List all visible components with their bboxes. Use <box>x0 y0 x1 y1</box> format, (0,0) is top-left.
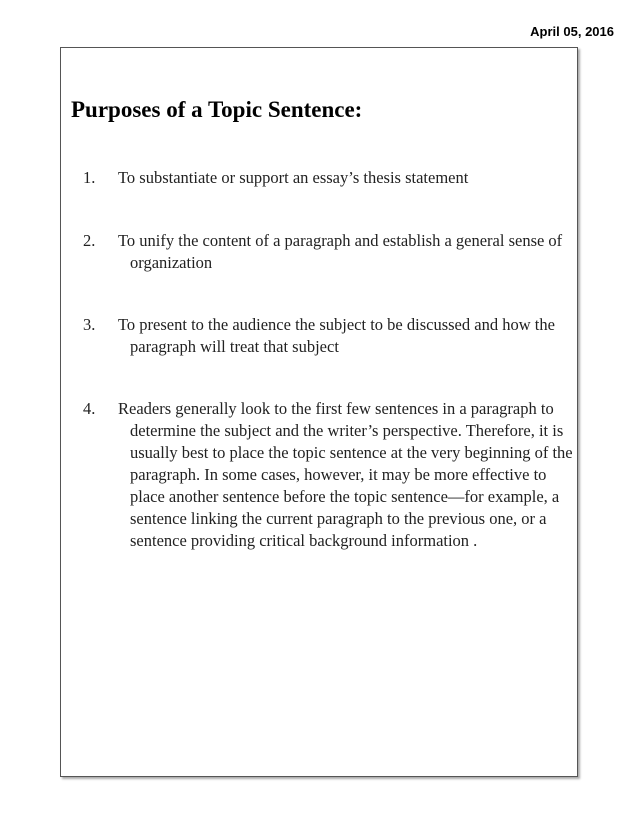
list-item-number: 4. <box>83 399 96 418</box>
list-item-text: To substantiate or support an essay’s thesis statement <box>118 168 469 187</box>
list-item-text: Readers generally look to the first few sentences in a paragraph to determine the subject and the writer’s perspective. Therefore, it is usually best to place the topic sentence at the very beginning of the paragraph. In some cases, however, it may be more effective to place another sentence before the topic sentence—for example, a sentence linking the current paragraph to the previous one, or a sentence providing critical background information . <box>118 399 573 550</box>
list-item <box>83 230 573 274</box>
list-item <box>83 167 573 189</box>
list-item <box>83 314 573 358</box>
list-item <box>83 398 573 552</box>
slide-title: Purposes of a Topic Sentence: <box>71 97 363 122</box>
list-item-number: 1. <box>83 168 96 187</box>
list-item-number: 2. <box>83 231 96 250</box>
list-item-text: To unify the content of a paragraph and establish a general sense of organization <box>118 231 563 272</box>
slide-frame <box>60 47 578 777</box>
list-item-number: 3. <box>83 315 96 334</box>
date-stamp: April 05, 2016 <box>530 24 614 39</box>
list-item-text: To present to the audience the subject to be discussed and how the paragraph will treat that subject <box>118 315 555 356</box>
